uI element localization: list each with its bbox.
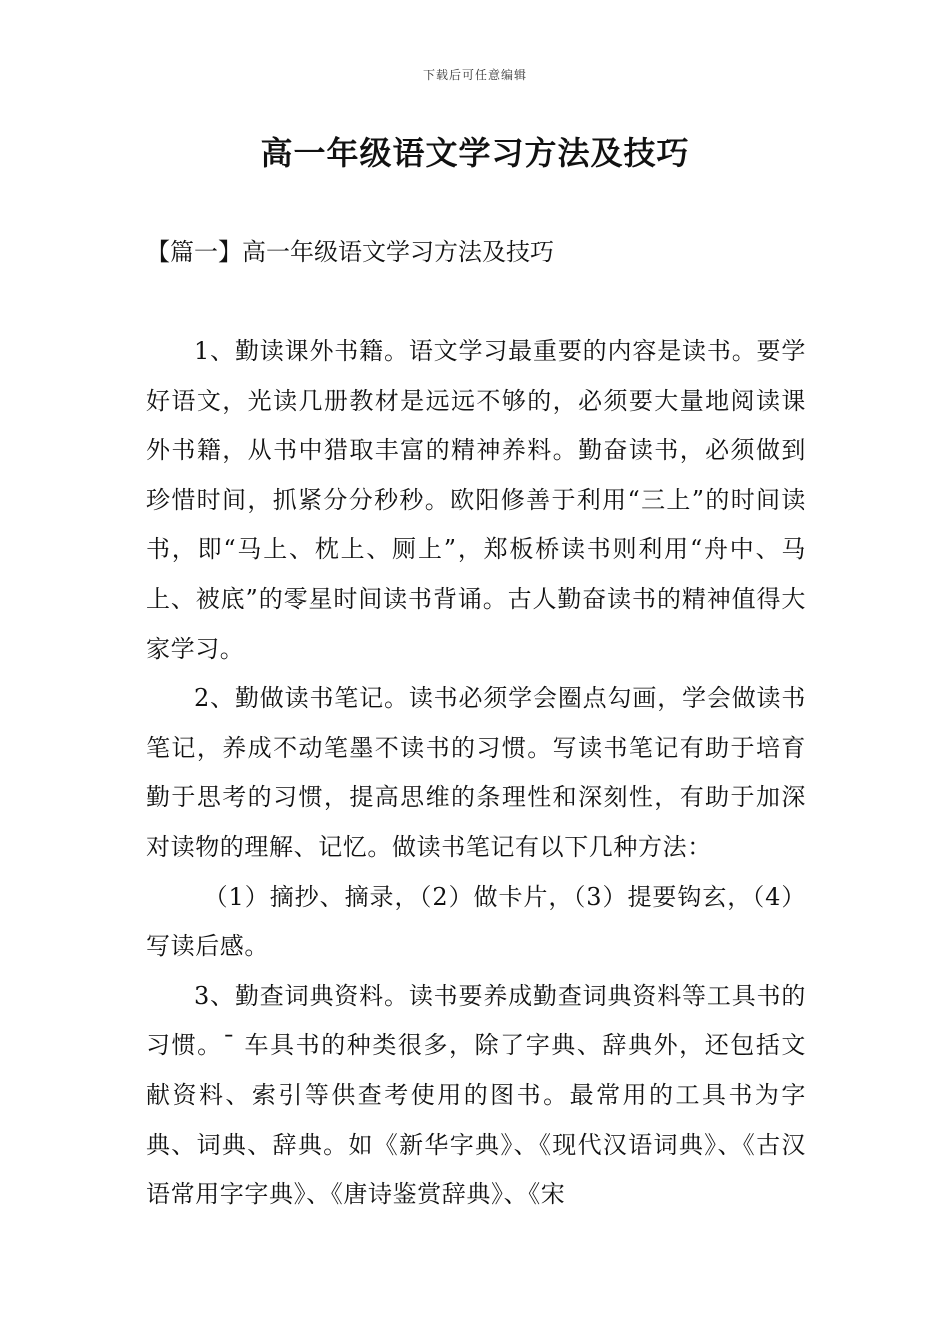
document-body bbox=[146, 327, 806, 1220]
paragraph-1: 1、勤读课外书籍。语文学习最重要的内容是读书。要学好语文，光读几册教材是远远不够的，必须要大量地阅读课外书籍，从书中猎取丰富的精神养料。勤奋读书，必须做到珍惜时间，抓紧分分秒秒。欧阳修善于利用“三上”的时间读书，即“马上、枕上、厕上”，郑板桥读书则利用“舟中、马上、被底”的零星时间读书背诵。古人勤奋读书的精神值得大家学习。 bbox=[146, 337, 806, 663]
document-title: 高一年级语文学习方法及技巧 bbox=[260, 134, 690, 172]
paragraph-4: 3、勤查词典资料。读书要养成勤查词典资料等工具书的习惯。¯ 车具书的种类很多，除了字典、辞典外，还包括文献资料、索引等供查考使用的图书。最常用的工具书为字典、词典、辞典。如《新华字典》、《现代汉语词典》、《古汉语常用字字典》、《唐诗鉴赏辞典》、《宋 bbox=[146, 981, 806, 1209]
header-note: 下载后可任意编辑 bbox=[422, 68, 527, 82]
paragraph-3: （1）摘抄、摘录，（2）做卡片，（3）提要钩玄，（4）写读后感。 bbox=[146, 882, 806, 961]
section-heading: 【篇一】高一年级语文学习方法及技巧 bbox=[146, 238, 554, 266]
paragraph-2: 2、勤做读书笔记。读书必须学会圈点勾画，学会做读书笔记，养成不动笔墨不读书的习惯。写读书笔记有助于培育勤于思考的习惯，提高思维的条理性和深刻性，有助于加深对读物的理解、记忆。做读书笔记有以下几种方法： bbox=[146, 684, 806, 861]
